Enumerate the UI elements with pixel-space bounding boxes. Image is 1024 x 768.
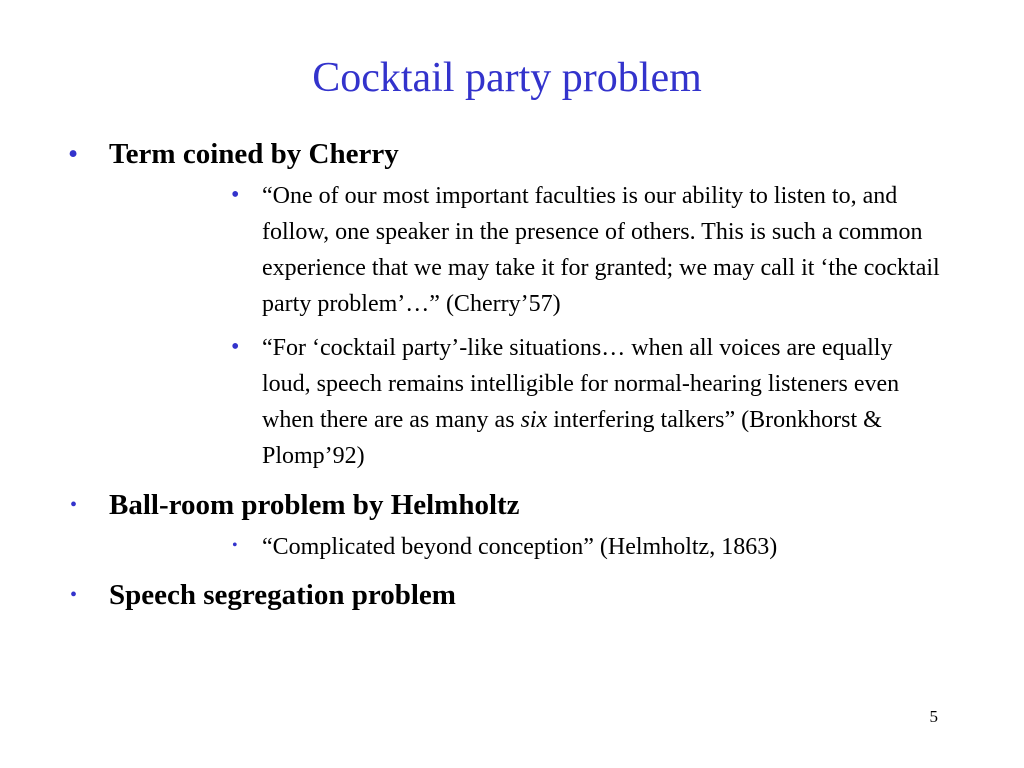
bullet-item-speech-segregation (0, 576, 1024, 614)
sub-bullet-text: “One of our most important faculties is our ability to listen to, and follow, one speaker in the presence of others. This is such a common experience that we may take it for granted; we may call it ‘the cocktail party problem’…” (Cherry’57) (262, 183, 940, 317)
sub-bullet-text: “Complicated beyond conception” (Helmholtz, 1863) (262, 534, 778, 560)
bullet-icon: • (68, 138, 79, 170)
sub-bullet-text-part: interfering talkers” (Bronkhorst & Plomp’92) (262, 407, 882, 469)
bullet-item-cherry (0, 135, 1024, 474)
bullet-text: Term coined by Cherry (109, 138, 399, 170)
page-number: 5 (929, 707, 938, 726)
sub-bullet-item-bronkhorst-quote (109, 330, 1024, 474)
sub-bullet-list (109, 178, 1024, 474)
bullet-icon: • (70, 584, 78, 606)
sub-bullet-icon: • (231, 182, 240, 208)
sub-bullet-text-part: “For ‘cocktail party’-like situations… when all voices are equally loud, speech remains intelligible for normal-hearing listeners even when there are as many as (262, 335, 900, 433)
slide-title: Cocktail party problem (312, 55, 702, 101)
sub-bullet-text-italic: six (520, 407, 548, 433)
sub-bullet-item-cherry-quote (109, 178, 1024, 322)
sub-bullet-list (109, 529, 1024, 565)
sub-bullet-item-helmholtz-quote (109, 529, 1024, 565)
bullet-text: Ball-room problem by Helmholtz (109, 489, 520, 521)
sub-bullet-icon: • (231, 334, 240, 360)
bullet-list (0, 135, 1024, 614)
sub-bullet-icon: • (232, 537, 238, 554)
bullet-icon: • (70, 494, 78, 516)
bullet-text: Speech segregation problem (109, 579, 456, 611)
bullet-item-helmholtz (0, 486, 1024, 565)
